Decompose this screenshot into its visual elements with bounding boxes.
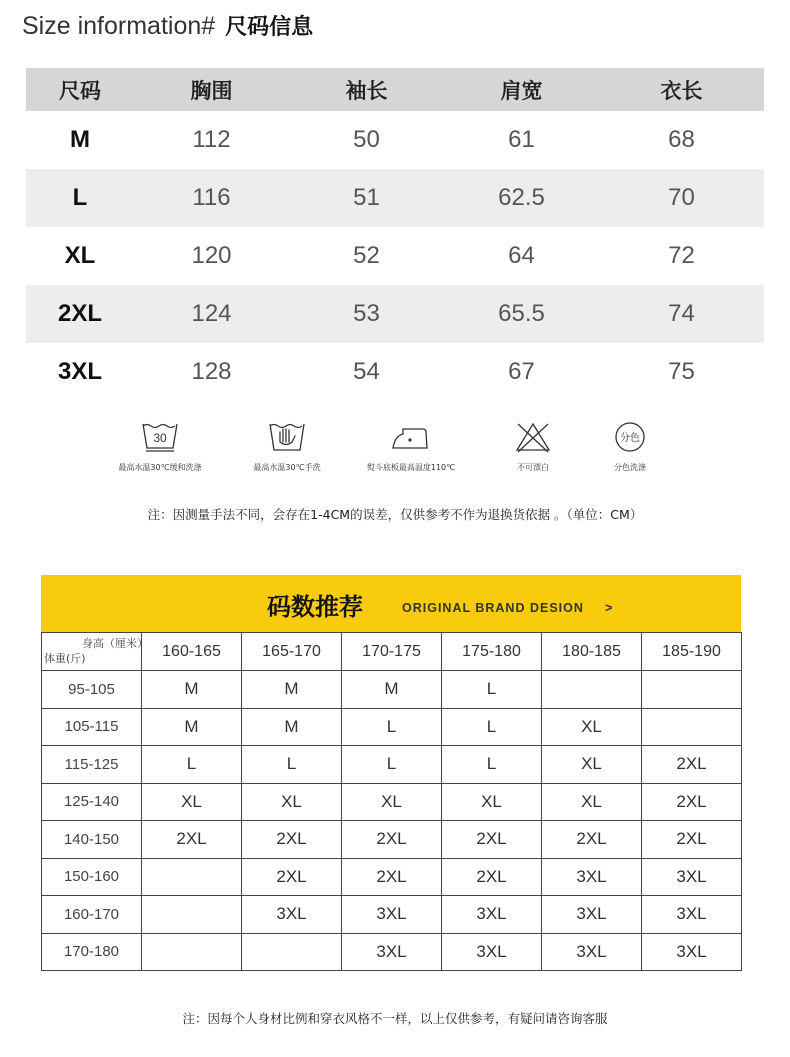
title-chinese: 尺码信息 [225,15,314,40]
size-cell: 2XL [642,746,742,784]
sleeve-value: 50 [353,126,380,153]
size-cell: 2XL [442,821,542,859]
length-value: 74 [599,285,764,343]
size-cell: 3XL [642,896,742,934]
size-cell: L [142,746,242,784]
care-item [222,420,352,473]
size-cell: 2XL [342,858,442,896]
height-header-row [42,633,742,671]
length-value: 68 [668,126,695,153]
table-row [42,783,742,821]
length-value: 70 [599,169,764,227]
size-cell: 2XL [642,783,742,821]
title-english: Size information# [22,12,216,40]
care-item [346,420,476,473]
size-cell: M [242,708,342,746]
chest-value: 128 [191,358,232,385]
size-cell: XL [142,783,242,821]
header-shoulder: 肩宽 [444,68,599,111]
size-cell: XL [542,783,642,821]
size-cell [242,933,342,971]
size-cell: L [342,708,442,746]
table-row [26,111,764,169]
care-label: 最高水温30℃手洗 [253,463,321,472]
wash-separately-text: 分色 [620,433,640,444]
size-cell: M [142,671,242,709]
size-cell: 2XL [142,821,242,859]
size-cell: L [442,671,542,709]
care-label: 分色洗涤 [614,463,646,472]
header-size: 尺码 [26,68,134,111]
height-range: 170-175 [342,633,442,671]
size-cell: 2XL [242,858,342,896]
size-cell: 3XL [542,858,642,896]
height-range: 160-165 [142,633,242,671]
shoulder-value: 67 [508,358,535,385]
size-cell: L [242,746,342,784]
size-cell: XL [542,746,642,784]
care-item [565,420,695,473]
size-label: M [70,126,90,153]
corner-cell [42,633,148,671]
size-label: 2XL [26,285,134,343]
table-row [42,858,742,896]
height-range: 165-170 [242,633,342,671]
hand-wash-icon [267,420,307,454]
table-row [42,708,742,746]
size-cell [142,858,242,896]
weight-range: 95-105 [42,671,142,709]
size-cell: XL [542,708,642,746]
header-chest: 胸围 [134,68,289,111]
height-axis-label: 身高（厘米） [82,637,148,650]
chest-value: 112 [192,126,231,153]
shoulder-value: 65.5 [444,285,599,343]
size-label: XL [64,242,96,269]
weight-range: 105-115 [42,708,142,746]
size-cell: M [342,671,442,709]
size-cell: 3XL [242,896,342,934]
height-range: 185-190 [642,633,742,671]
size-cell: M [142,708,242,746]
wash-separately-icon [610,420,650,454]
size-cell: 2XL [242,821,342,859]
weight-range: 170-180 [42,933,142,971]
chest-value: 124 [134,285,289,343]
size-cell: L [442,746,542,784]
header-sleeve: 袖长 [289,68,444,111]
size-cell: XL [442,783,542,821]
measurement-note: 注：因测量手法不同，会存在1-4CM的误差，仅供参考不作为退换货依据 。（单位：CM） [147,507,643,522]
size-cell: XL [342,783,442,821]
size-cell: 2XL [542,821,642,859]
chest-value: 116 [134,169,289,227]
recommend-header [41,575,741,632]
size-cell: L [442,708,542,746]
size-cell: 3XL [442,933,542,971]
size-cell [642,671,742,709]
shoulder-value: 62.5 [444,169,599,227]
sleeve-value: 54 [353,358,380,385]
table-row [26,227,764,285]
weight-axis-label: 体重(斤) [44,652,86,665]
size-cell: XL [242,783,342,821]
size-recommendation-table [41,632,742,971]
size-cell: L [342,746,442,784]
height-range: 180-185 [542,633,642,671]
size-table-header [26,68,764,111]
size-cell: 3XL [642,858,742,896]
sleeve-value: 53 [289,285,444,343]
size-cell: 3XL [542,933,642,971]
chest-value: 120 [191,242,232,269]
length-value: 72 [668,242,695,269]
size-cell: 3XL [342,896,442,934]
no-bleach-icon [513,420,553,454]
fit-note: 注：因每个人身材比例和穿衣风格不一样，以上仅供参考，有疑问请咨询客服 [182,1011,608,1026]
weight-range: 140-150 [42,821,142,859]
table-row [26,343,764,401]
size-cell: 2XL [342,821,442,859]
recommend-title: 码数推荐 [267,593,363,621]
size-cell [642,708,742,746]
weight-range: 125-140 [42,783,142,821]
size-table [26,68,764,401]
size-cell [142,896,242,934]
sleeve-value: 52 [353,242,380,269]
shoulder-value: 61 [508,126,535,153]
size-cell: 3XL [342,933,442,971]
care-label: 不可漂白 [517,463,549,472]
table-row [42,933,742,971]
sleeve-value: 51 [289,169,444,227]
weight-range: 160-170 [42,896,142,934]
care-label: 熨斗底板最高温度110℃ [366,463,456,472]
care-item [95,420,225,473]
table-row [26,285,764,343]
table-row [42,896,742,934]
size-label: 3XL [57,358,102,385]
table-row [42,671,742,709]
height-range: 175-180 [442,633,542,671]
size-cell: 2XL [642,821,742,859]
table-row [42,746,742,784]
iron-icon [389,420,433,454]
weight-range: 115-125 [42,746,142,784]
size-cell: 3XL [442,896,542,934]
header-length: 衣长 [599,68,764,111]
chevron-right-icon: > [605,601,613,615]
care-instructions [0,420,790,490]
recommend-subtitle: ORIGINAL BRAND DESION [402,601,584,615]
table-row [26,169,764,227]
size-cell: M [242,671,342,709]
weight-range: 150-160 [42,858,142,896]
page-title [22,8,313,44]
size-label: L [26,169,134,227]
size-cell: 3XL [542,896,642,934]
shoulder-value: 64 [508,242,535,269]
size-cell [542,671,642,709]
size-cell [142,933,242,971]
wash-30-gentle-icon [140,420,180,454]
care-label: 最高水温30℃缓和洗涤 [118,463,202,472]
size-cell: 3XL [642,933,742,971]
size-cell: 2XL [442,858,542,896]
wash-temperature: 30 [153,431,167,445]
length-value: 75 [668,358,695,385]
table-row [42,821,742,859]
